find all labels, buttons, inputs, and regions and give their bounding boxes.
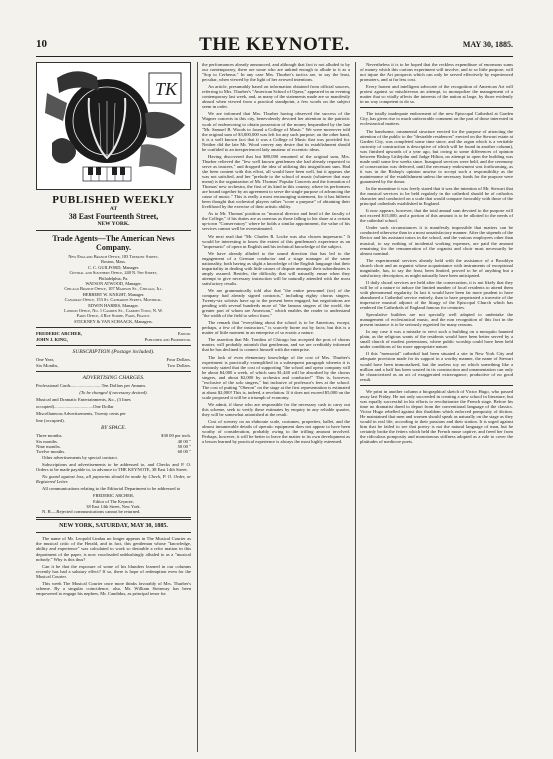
agent-line: Canadian Office, 153 St. Catharine Street, Montreal. <box>64 297 163 303</box>
column-rule-1 <box>197 62 198 752</box>
svg-text:TK: TK <box>155 79 178 99</box>
article-paragraph: We have already alluded to the sound direction that has led to the engagement of a German conductor and a stage manager of the same nationality, both having as slight a knowledge of the English language that their impartiality in dealing with little causes of dispute amongst their subordinates is amply assured. Besides, the difficulty that will naturally ensue when they attempt to give necessary instruction will be naturally attended with the most satisfactory results. <box>202 250 350 286</box>
subscription-value: Two Dollars. <box>167 362 191 368</box>
space-note: Other advertisements by special contract. <box>42 454 118 460</box>
ad-line: line (occupied). <box>36 418 65 424</box>
divider <box>36 517 191 520</box>
column-rule-2 <box>355 62 356 752</box>
article-paragraph: We next read that "Mr. Charles R. Locke was also chosen impresario." It would be interesting to know the extent of this gentleman's experience as an "impresario" of opera in English and his technical knowledge of the subject. <box>202 233 350 249</box>
lyre-keys-illustration <box>37 63 190 189</box>
article-paragraph: This week The Musical Courier once more thinks favorably of Mrs. Thurber's scheme. By a singular coincidence, also, Mr. William Steinway has been empowered to engage his nephew, Mr. Candidus, as principal tenor for <box>36 580 191 596</box>
agent-line: WATSON ATWOOD, Manager. <box>85 281 142 287</box>
column-2 <box>202 62 350 752</box>
issue-dateline: NEW YORK, SATURDAY, MAY 30, 1885. <box>59 523 168 530</box>
space-note: Subscriptions and advertisements to be addressed to, and Checks and P. O. Orders to be made payable to, in advance to THE KEYNOTE, 38 East 14th Street. <box>36 461 191 472</box>
subscription-label: Six Months, <box>36 362 59 368</box>
masthead-at: AT <box>109 206 118 212</box>
staff-role: Publisher and Proprietor. <box>144 336 191 342</box>
subscription-value: Four Dollars. <box>166 357 191 363</box>
divider <box>360 107 513 108</box>
column-1 <box>36 62 191 752</box>
article-paragraph: The totally inadequate endowment of the new Episcopal Cathedral at Garden City, has given rise to much unfavorable comment on the part of those interested in ecclesiastical matters. <box>360 111 513 127</box>
ad-line: (To be changed if necessary desired). <box>79 389 148 395</box>
ad-line: Musical and Dramatic Entertainments, &c., (3 lines <box>36 397 131 402</box>
ad-line: Miscellaneous Advertisements, Twenty cents per <box>36 411 126 417</box>
ad-line: Professional Cards...........................Ten Dollars per Annum. <box>36 382 146 388</box>
article-paragraph: In any case it was a mistake to erect such a building on a mosquito haunted plain, as the religious wants of the residents would have been better served by a small church of modest pretensions, where public worship could have been held under conditions of far more appropriate nature. <box>360 329 513 350</box>
space-label: Twelve months. <box>36 449 66 455</box>
space-value: $30 00 per inch. <box>161 433 191 439</box>
header-date: MAY 30, 1885. <box>462 40 513 49</box>
article-paragraph: The lack of even elementary knowledge of the cost of Mrs. Thurber's experiment is practically exemplified in a subsequent paragraph wherein it is seriously stated that the cost of supporting "the school and opera company will be about $4,000 a week, of which sum $1,440 will be absorbed by the chorus singers, and about $2,000 by orchestra and conductor!" This is, however, "exclusive of the solo singers," but inclusive of professor's fees at the school. The cost of putting "Oberon" on the stage at the first representation is estimated at about $2,000! This is, indeed, a revelation. If it does not exceed $5,000 on the scale proposed it will be a triumph of economy. <box>202 354 350 400</box>
agent-line: STICKNEY & VAN SCHAACK, Managers. <box>74 318 153 324</box>
divider <box>360 385 513 386</box>
subscription-label: One Year, <box>36 357 55 363</box>
agent-line: C. C. GUILFORD, Manager. <box>87 264 140 270</box>
agent-line: EDWIN HARRIS, Manager. <box>88 302 139 308</box>
subscription-title: SUBSCRIPTION (Postage included). <box>72 349 155 356</box>
article-paragraph: The assertion that Mr. Tomlins of Chicago has accepted the post of chorus master, will probably astonish that gentleman, and we are creditably informed that he has declined to connect himself with the enterprise. <box>202 337 350 353</box>
article-paragraph: The name of Mr. Leopold Lindau no longer appears in The Musical Courier as the musical critic of the Herald, and in fact, this gentleman whose "knowledge, ability and experience" was calculated to work so desirable a refor mation in this department of the paper, is now vouchsafed unblushingly alluded to as a "musical nobody." Why is this thus? <box>36 536 191 562</box>
article-paragraph: Nevertheless it is to be hoped that the reckless expenditure of enormous sums of money which this curious experiment will involve, and to so little purpose, will not injure the Art prospects which can only be served effectively by experienced promoters, and at far less cost. <box>360 62 513 83</box>
ad-line: occupied)..................................One Dollar <box>36 404 114 410</box>
column-3 <box>360 62 513 752</box>
space-value: 60 00 " <box>177 449 191 455</box>
nb-note: N. B.—Rejected communications cannot be returned. <box>42 509 141 515</box>
article-paragraph: We print in another column a biographical sketch of Victor Hugo, who passed away last Friday. He not only succeeded in creating a new school in literature, but was equally successful in his efforts to revolutionize the French stage. Before his time no dramatist dared to depart from the conventional language of the classics. Victor Hugo rebelled against this thraldom which enforced pomposity of diction. He maintained that men and women should speak as naturally on the stage as they would in real life, according to their passions and their station. It is urged against him that he failed to see that poetry is not the natural language of man, but he certainly broke the fetters which held the French muse captive, and freed her from the ridiculous pomposity and monotonous stiffness adopted as a rule to cover the platitudes of mediocre poets. <box>360 388 513 445</box>
staff-name: FREDERIC ARCHER, <box>36 331 82 337</box>
space-value: 40 00 " <box>177 438 191 444</box>
article-paragraph: If this "memorial" cathedral had been situated a site in New York City and adequate provision made for its support in a worthy manner, the name of Stewart would have been immortalized, but the useless toy on which something like a million and a half has been wasted in its construction and ornamentation can only be characterized as an act of exaggerated extravagance, productive of no good result. <box>360 351 513 382</box>
agent-line: HERBERT W. KNIGHT, Manager. <box>82 291 145 297</box>
article-paragraph: the performances already announced, and although that fact is not alluded to by our contemporary, there are some who are unkind enough to allude to it as a "Sop to Cerberus." In any case Mrs. Thurber's tactics are, to say the least, peculiar, when viewed by the light of her avowed intentions. <box>202 62 350 83</box>
page-number: 10 <box>36 38 47 50</box>
published-weekly: PUBLISHED WEEKLY <box>52 194 175 206</box>
space-label: Three months. <box>36 433 63 439</box>
subscription-row <box>36 363 191 368</box>
space-label: Six months. <box>36 438 58 444</box>
agent-line: Chicago Branch Office, 107 Madison St., Chicago, Ill. <box>64 286 163 292</box>
article-paragraph: Under such circumstances it is manifestly impossible that matters can be conducted otherwise than in a most unsatisfactory manner. After the stipends of the Rector and his assistant tutors in the school, and the various employees other than musical, to say nothing of incidental working expenses, are paid the amount remaining for the remuneration of the organist and choir must necessarily be almost nominal. <box>360 225 513 256</box>
newspaper-title: THE KEYNOTE. <box>199 34 350 55</box>
divider <box>36 532 191 533</box>
agent-line: Central and Southern Office, 240 N. 9th Street, <box>69 270 158 276</box>
space-note: All communications relating to the Editorial Department to be addressed to <box>42 486 181 492</box>
article-paragraph: Cost of scenery on an elaborate scale, costumes, properties, ballet, and the almost innumerable details of operatic equipment does not appear to have been worthy of consideration, probably owing to the trifling amount involved. Perhaps, however, it will be better to leave the matter to its own development as a lesson learned by practical experience is always the most highly esteemed. <box>202 419 350 445</box>
article-paragraph: Having discovered that but $80,000 remained of the original sum, Mrs. Thurber relieved the "few well known gentlemen she had already requested to serve as trustees," and dropped the idea of utilizing this insignificant sum. Had she been content with this effort, all would have been well, but it appears she was not satisfied, and her "prelude to the school of music (whatever that may mean) is the organization of Mr. Thomas' Popular Concerts and the formation of Thomas' new orchestra, the first of its kind in this country, where its performers are bound together by an agreement to serve the single purpose of advancing the cause of music." This is really a most encouraging statement, for it has hitherto been thought that orchestral players rather "score a purpose" of obtaining their livelihood by the exercise of their artistic ability. <box>202 153 350 210</box>
article-paragraph: Speculative builders are not specially well adapted to undertake the management of ecclesiastical music, and the non recognition of this fact in the present instance is to be seriously regretted for many reasons. <box>360 312 513 328</box>
editor-address: 38 East 14th Street, New York. <box>86 503 141 509</box>
space-value: 50 00 " <box>177 444 191 449</box>
article-paragraph: As to Mr. Thomas' position as "musical director and head of the faculty of the College," if his duties are as onerous as those falling to his share at a certain up-town "Conservatory" where he holds a similar appointment, the value of his services cannot well be overestimated. <box>202 211 350 232</box>
trade-agents-title: Trade Agents—The American News Company. <box>52 234 175 252</box>
article-paragraph: In the meantime it was freely stated that it was the intention of Mr. Stewart that the musical services to be held regularly in the cathedral should be of orthodox character and conducted on a scale that would compare favorably with those of the principal cathedrals established in England. <box>360 186 513 207</box>
space-label: Nine months. <box>36 444 61 449</box>
space-note: No guard against loss, all payments should be made by Check, P. O. Order, or Registered Letter. <box>36 473 191 484</box>
advertising-title: ADVERTISING CHARGES. <box>82 374 145 381</box>
by-space-title: BY SPACE. <box>101 425 126 432</box>
staff-role: Editor. <box>177 331 191 337</box>
article-paragraph: We admit, if those who are responsible for the necessary cash to carry out this scheme, seek to verify these estimates by enquiry in any reliable quarter, they will be somewhat astonished at the result. <box>202 401 350 418</box>
article-paragraph: Can it be that the exposure of some of his blunders learned in our columns recently has had a salutary effect? If so, there is hope of redemption even for the Musical Courier. <box>36 563 191 579</box>
article-paragraph: The handsome, ornamental structure erected for the purpose of attracting the attention of the public to the "desirable residences" erected on the Stewart estate at Garden City, was completed some time since, and the organ which is a veritable curiosity of construction is descriptive of which will be found in another column), was finished upwards of a year ago, but owing to some differences of opinion between Bishop Littlejohn and Judge Hilton, no attempt to open the building was made until some few weeks since. Inaugural services were held, and the ceremony of consecration was deferred, until the necessary endowment was forthcoming, as it was in the Bishop's opinion unwise to accept such a responsibility as the maintenance of the establishment unless the necessary funds for the purpose were guaranteed by the donor. <box>360 128 513 184</box>
editor-name: FREDERIC ARCHER, <box>93 493 134 499</box>
article-paragraph: Every honest and intelligent advocate of the recognition of American Art will protest against so mischievous an attempt, to monopolize the management of a matter that so vitally affects the interests of the nation at large, by those evidently in no way competent to do so. <box>360 84 513 105</box>
staff-name: JOHN J. KING, <box>36 336 68 342</box>
agent-line: Philadelphia, Pa. <box>98 275 129 281</box>
masthead-city: NEW YORK. <box>97 221 130 227</box>
divider <box>36 327 191 328</box>
page-header <box>36 34 513 57</box>
article-paragraph: We are grammatically told also that "the entire personnel (sic) of the company had already signed contracts," including eighty chorus singers. Twenty-six soloists have up to the present been engaged, but negotiations are pending with several hundreds more of "the famous singers of the world, the greater part of whom are American," which enables the reader to understand "the width of the field to select from." <box>202 287 350 319</box>
article-paragraph: The experimental services already held with the assistance of a Brooklyn church choir and an organist whose acquaintance with instruments of exceptional magnitude, has, to say the least, been limited, proved to be of anything but a satisfactory description, as might naturally have been anticipated. <box>360 257 513 278</box>
masthead-address: 38 East Fourteenth Street, <box>68 212 159 221</box>
divider <box>36 230 191 231</box>
article-paragraph: If daily choral services are held after the consecration, it is not likely that they will be of a nature to induce the limited number of local residents to attend them with phenomenal regularity. In fact it would have been far more prudent to have abandoned a Cathedral service entirely, than to have perpetrated a travestie of the impressive musical adjunct of the liturgy of the Episcopal Church which has rendered the Cathedrals of England famous for centuries. <box>360 279 513 311</box>
staff-row <box>36 337 191 342</box>
divider <box>36 371 191 372</box>
divider <box>36 345 191 346</box>
article-paragraph: The remark that "everything about the school is to be American, except, perhaps, a few of the instructors," is scarcely borne out by facts; but this is a matter of little moment in an enterprise of so erratic a nature. <box>202 320 350 336</box>
agent-line: London Office, No. 1 Camden St., Camden Town, N. W. <box>64 308 163 314</box>
article-paragraph: We are informed that Mrs. Thurber having observed the success of the Wagner concerts in this city, benevolently devoted her attention to the patriotic work of endeavoring to obtain possession of the money bequeathed by the late "Mr. Samuel B. Woods to found a College of Music." We were moreover told the original sum of $3,000,000 was left for any such purpose; on the other hand, it is a well known fact that it was a College of Music that was provided for. Neither did the late Mr. Wood convey any desire that its establishment should be confided to an inexperienced lady amateur of eccentric ideas. <box>202 111 350 152</box>
masthead-illustration <box>36 62 191 190</box>
agent-line: Boston, Mass. <box>100 259 126 265</box>
article-paragraph: It now appears, however, that the total annual sum devoted to the purpose will not exceed $15,000, and a portion of this amount is to be allotted to the needs of the cathedral school. <box>360 208 513 224</box>
article-paragraph: An article, presumably based on information obtained from official sources, referring to Mrs. Thurber's "American School of Opera," appeared in an evening contemporary last week, and, as many of the statements made are so manifestly absurd when viewed from a practical standpoint, a few words on the subject seem in order. <box>202 84 350 110</box>
agent-line: Paris Office, 4 Rue Scribe, Paris, France. <box>76 313 151 319</box>
editor-title: Editor of The Keynote, <box>93 498 134 504</box>
agent-line: New England Branch Office, 183 Tremont Street, <box>68 254 159 259</box>
